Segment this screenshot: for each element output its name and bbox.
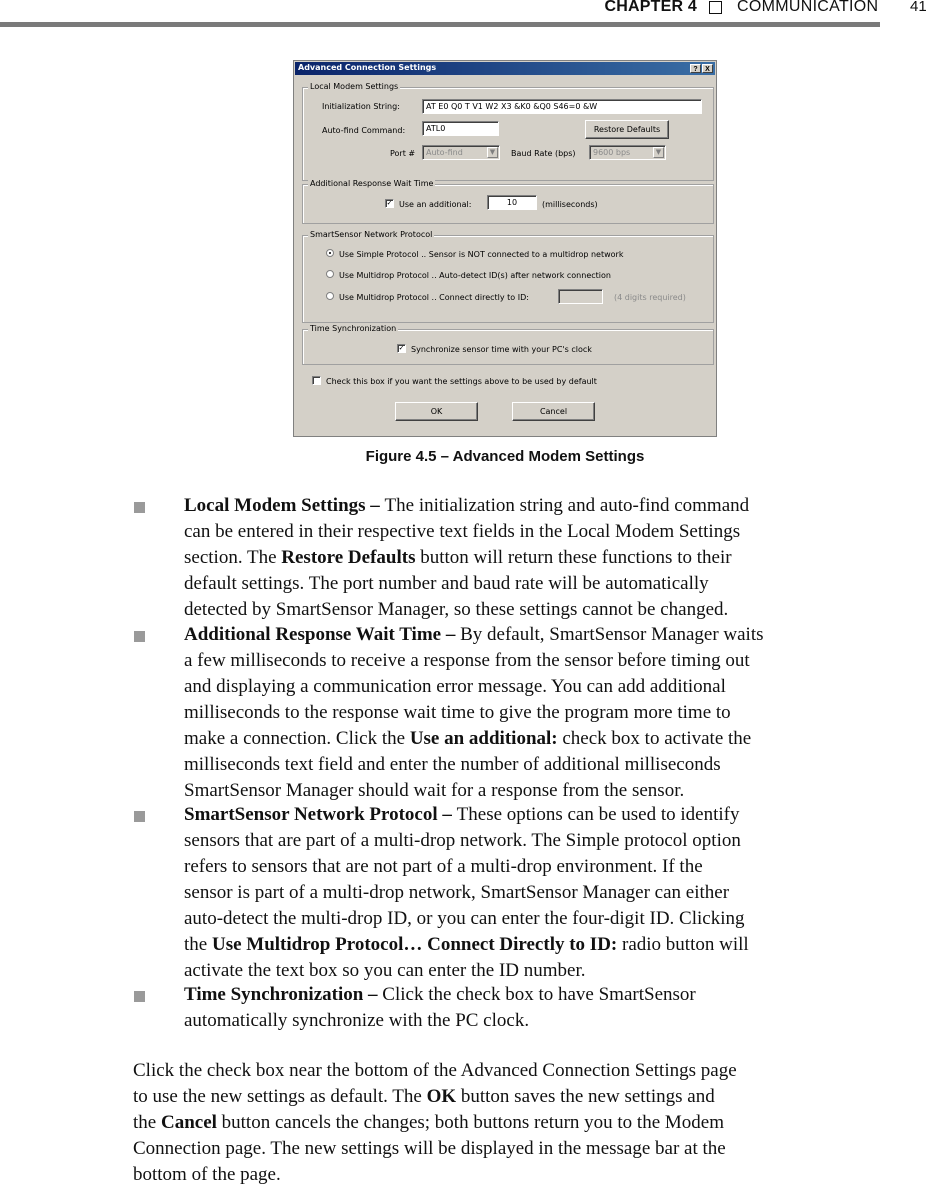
text-line xyxy=(184,519,884,545)
text-line xyxy=(133,1084,873,1110)
text-line xyxy=(184,571,884,597)
bullet-square-icon xyxy=(134,631,145,642)
text-run: button will return these functions to their xyxy=(415,547,732,568)
text-run: Connection page. The new settings will be displayed in the message bar at the xyxy=(133,1138,726,1159)
baud-rate-label: Baud Rate (bps) xyxy=(511,149,576,158)
baud-rate-select[interactable] xyxy=(589,145,666,160)
bullet-local-modem xyxy=(184,493,884,623)
text-run: sensor is part of a multi-drop network, SmartSensor Manager can either xyxy=(184,882,730,903)
text-line xyxy=(184,906,884,932)
chevron-down-icon: ▼ xyxy=(653,147,664,158)
text-run: Click the check box to have SmartSensor xyxy=(382,984,696,1005)
text-run: bottom of the page. xyxy=(133,1164,281,1185)
text-run: milliseconds text field and enter the number of additional milliseconds xyxy=(184,754,721,775)
chevron-down-icon: ▼ xyxy=(487,147,498,158)
bold-run: Additional Response Wait Time – xyxy=(184,624,461,645)
help-button[interactable]: ? xyxy=(690,64,701,73)
text-line xyxy=(133,1110,873,1136)
bold-run: Cancel xyxy=(160,1112,217,1133)
bullet-square-icon xyxy=(134,991,145,1002)
text-line xyxy=(184,545,884,571)
text-line xyxy=(133,1136,873,1162)
auto-find-label: Auto-find Command: xyxy=(322,126,406,135)
bullet-time-sync xyxy=(184,982,884,1034)
header-separator-box-icon xyxy=(709,1,722,14)
text-run: make a connection. Click the xyxy=(184,728,410,749)
port-value: Auto-find xyxy=(426,148,463,157)
id-hint-label: (4 digits required) xyxy=(614,293,686,302)
text-line xyxy=(133,1058,873,1084)
bold-run: Restore Defaults xyxy=(281,547,416,568)
local-modem-legend: Local Modem Settings xyxy=(310,82,399,91)
time-sync-legend: Time Synchronization xyxy=(310,324,397,333)
use-additional-checkbox[interactable]: ✓ xyxy=(386,199,393,207)
text-run: These options can be used to identify xyxy=(456,804,740,825)
text-line xyxy=(184,597,884,623)
text-run: radio button will xyxy=(617,934,749,955)
text-run: milliseconds to the response wait time to give the program more time to xyxy=(184,702,731,723)
init-string-input[interactable]: AT E0 Q0 T V1 W2 X3 &K0 &Q0 S46=0 &W xyxy=(422,99,702,114)
dialog-titlebar xyxy=(295,62,715,75)
text-run: default settings. The port number and baud rate will be automatically xyxy=(184,573,709,594)
text-run: detected by SmartSensor Manager, so these settings cannot be changed. xyxy=(184,599,729,620)
text-run: activate the text box so you can enter the ID number. xyxy=(184,960,586,981)
text-run: SmartSensor Manager should wait for a response from the sensor. xyxy=(184,780,685,801)
dialog-title: Advanced Connection Settings xyxy=(298,63,437,72)
text-run: Click the check box near the bottom of the Advanced Connection Settings page xyxy=(133,1060,737,1081)
time-sync-label: Synchronize sensor time with your PC's clock xyxy=(411,345,592,354)
chapter-label: CHAPTER 4 xyxy=(604,0,697,15)
text-run: sensors that are part of a multi-drop network. The Simple protocol option xyxy=(184,830,741,851)
baud-rate-value: 9600 bps xyxy=(593,148,631,157)
device-id-input[interactable] xyxy=(558,289,603,304)
simple-protocol-label: Use Simple Protocol .. Sensor is NOT connected to a multidrop network xyxy=(339,250,624,259)
section-label: COMMUNICATION xyxy=(737,0,879,15)
bold-run: Use Multidrop Protocol… Connect Directly to ID: xyxy=(211,934,618,955)
text-run: section. The xyxy=(184,547,282,568)
default-settings-checkbox[interactable] xyxy=(312,376,321,385)
text-line xyxy=(184,880,884,906)
text-run: the xyxy=(184,934,212,955)
text-line xyxy=(184,648,884,674)
text-run: can be entered in their respective text fields in the Local Modem Settings xyxy=(184,521,741,542)
default-settings-label: Check this box if you want the settings above to be used by default xyxy=(326,377,597,386)
text-run: and displaying a communication error message. You can add additional xyxy=(184,676,726,697)
text-line xyxy=(133,1162,873,1188)
bullet-network-protocol xyxy=(184,802,884,984)
connect-direct-label: Use Multidrop Protocol .. Connect directly to ID: xyxy=(339,293,529,302)
bold-run: Time Synchronization – xyxy=(184,984,383,1005)
close-button[interactable]: X xyxy=(702,64,713,73)
advanced-connection-settings-dialog xyxy=(293,60,717,437)
text-run: check box to activate the xyxy=(557,728,752,749)
text-run: refers to sensors that are not part of a multi-drop environment. If the xyxy=(184,856,703,877)
text-line xyxy=(184,828,884,854)
auto-detect-label: Use Multidrop Protocol .. Auto-detect ID(s) after network connection xyxy=(339,271,611,280)
text-run: the xyxy=(133,1112,161,1133)
closing-paragraph xyxy=(133,1058,873,1188)
text-line xyxy=(184,778,884,804)
port-label: Port # xyxy=(390,149,416,158)
connect-direct-radio[interactable] xyxy=(326,292,334,300)
time-sync-checkbox[interactable]: ✓ xyxy=(398,344,405,352)
port-select[interactable] xyxy=(422,145,500,160)
wait-time-input[interactable]: 10 xyxy=(487,195,537,210)
text-run: button cancels the changes; both buttons return you to the Modem xyxy=(216,1112,724,1133)
text-line xyxy=(184,493,884,519)
text-line xyxy=(184,726,884,752)
text-run: automatically synchronize with the PC clock. xyxy=(184,1010,530,1031)
text-line xyxy=(184,982,884,1008)
text-line xyxy=(184,958,884,984)
text-line xyxy=(184,752,884,778)
figure-caption: Figure 4.5 – Advanced Modem Settings xyxy=(365,448,645,465)
cancel-button[interactable]: Cancel xyxy=(512,402,595,421)
text-line xyxy=(184,700,884,726)
network-protocol-legend: SmartSensor Network Protocol xyxy=(310,230,433,239)
auto-find-input[interactable]: ATL0 xyxy=(422,121,499,136)
bullet-square-icon xyxy=(134,811,145,822)
text-run: By default, SmartSensor Manager waits xyxy=(460,624,764,645)
auto-detect-radio[interactable] xyxy=(326,270,334,278)
bullet-wait-time xyxy=(184,622,884,804)
init-string-label: Initialization String: xyxy=(322,102,400,111)
bullet-square-icon xyxy=(134,502,145,513)
text-run: auto-detect the multi-drop ID, or you can enter the four-digit ID. Clicking xyxy=(184,908,745,929)
ok-button[interactable]: OK xyxy=(395,402,478,421)
text-run: button saves the new settings and xyxy=(456,1086,715,1107)
text-line xyxy=(184,622,884,648)
text-line xyxy=(184,854,884,880)
simple-protocol-radio[interactable] xyxy=(326,249,334,257)
page-number: 41 xyxy=(910,0,927,15)
text-run: The initialization string and auto-find command xyxy=(384,495,750,516)
bold-run: Use an additional: xyxy=(409,728,558,749)
text-line xyxy=(184,674,884,700)
wait-time-legend: Additional Response Wait Time xyxy=(310,179,434,188)
text-run: to use the new settings as default. The xyxy=(133,1086,427,1107)
bold-run: SmartSensor Network Protocol – xyxy=(184,804,457,825)
text-run: a few milliseconds to receive a response from the sensor before timing out xyxy=(184,650,750,671)
restore-defaults-button[interactable]: Restore Defaults xyxy=(585,120,669,139)
bold-run: OK xyxy=(426,1086,457,1107)
bold-run: Local Modem Settings – xyxy=(184,495,385,516)
milliseconds-label: (milliseconds) xyxy=(542,200,598,209)
running-header xyxy=(0,0,930,30)
text-line xyxy=(184,1008,884,1034)
use-additional-label: Use an additional: xyxy=(399,200,472,209)
text-line xyxy=(184,932,884,958)
text-line xyxy=(184,802,884,828)
header-rule xyxy=(0,22,880,27)
